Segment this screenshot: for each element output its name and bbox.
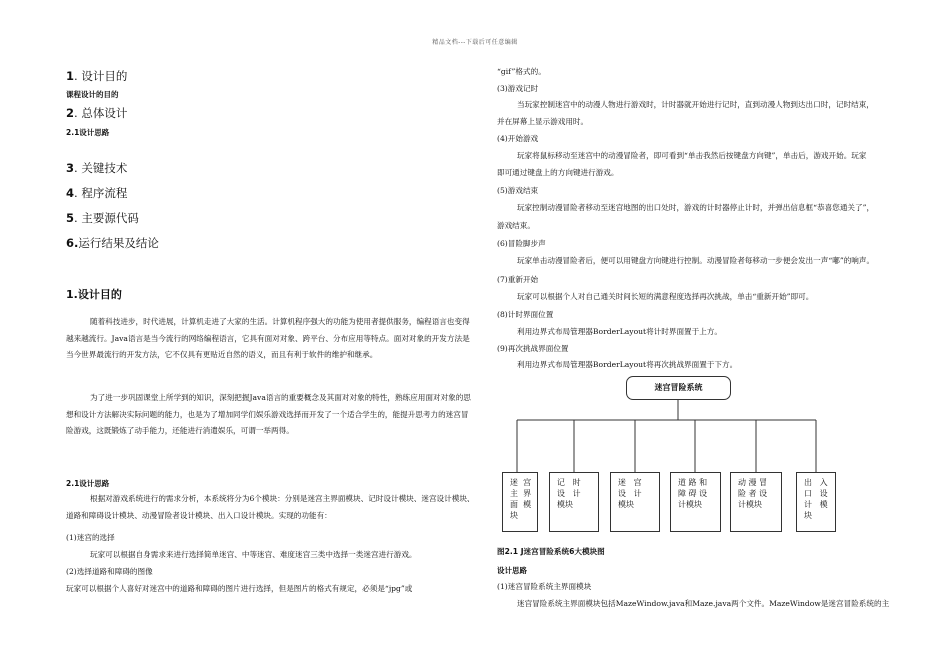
- item-4-line-1: 玩家将鼠标移动至迷宫中的动漫冒险者，即可看到“单击我然后按键盘方向键”，单击后，游戏开始。玩家: [517, 151, 867, 160]
- design-idea-heading: 设计思路: [497, 566, 527, 575]
- item-9-line-1: 利用边界式布局管理器BorderLayout将再次挑战界面置于下方。: [517, 360, 738, 369]
- figure-caption: 图2.1 J迷宫冒险系统6大模块图: [497, 547, 605, 556]
- toc-item-1[interactable]: 1. 设计目的: [66, 69, 128, 83]
- toc-item-5[interactable]: 5. 主要源代码: [66, 211, 139, 225]
- toc-num: 6.: [66, 236, 79, 250]
- item-8-line-1: 利用边界式布局管理器BorderLayout将计时界面置于上方。: [517, 327, 723, 336]
- module-diagram: [497, 368, 907, 548]
- toc-num: 5: [66, 211, 75, 225]
- subsection-1-line-1: 迷宫冒险系统主界面模块包括MazeWindow.java和Maze.java两个文件。MazeWindow是迷宫冒险系统的主: [517, 599, 890, 608]
- item-5-title: (5)游戏结束: [497, 186, 539, 195]
- toc-item-2[interactable]: 2. 总体设计: [66, 106, 128, 120]
- toc-item-6[interactable]: 6.运行结果及结论: [66, 236, 159, 250]
- item-2-text: 玩家可以根据个人喜好对迷宫中的道路和障碍的图片进行选择，但是图片的格式有规定，必须是“jpg”或: [66, 584, 413, 593]
- module-node: 动 漫 冒 险 者 设 计模块: [730, 472, 782, 532]
- item-4-title: (4)开始游戏: [497, 134, 539, 143]
- toc-subitem[interactable]: 2.1设计思路: [66, 128, 110, 137]
- toc-num: 1: [66, 69, 75, 83]
- item-8-title: (8)计时界面位置: [497, 310, 554, 319]
- page-header: 精品文档---下载后可任意编辑: [432, 39, 518, 46]
- item-6-title: (6)冒险脚步声: [497, 239, 546, 248]
- module-node: 记 时 设 计 模块: [549, 472, 599, 532]
- item-3-line-1: 当玩家控制迷宫中的动漫人物进行游戏时，计时器就开始进行记时，直到动漫人物到达出口时，记时结束，: [517, 100, 874, 109]
- module-node: 出 入 口 设 计 模 块: [796, 472, 836, 532]
- toc-num: 3: [66, 161, 75, 175]
- diagram-root-node: 迷宫冒险系统: [626, 376, 731, 400]
- section-heading-2-1: 2.1设计思路: [66, 479, 110, 488]
- section-heading-1: 1.设计目的: [66, 288, 122, 301]
- item-3-title: (3)游戏记时: [497, 84, 539, 93]
- continued-text: “gif”格式的。: [497, 67, 546, 76]
- module-node: 道 路 和 障 碍 设 计模块: [670, 472, 721, 532]
- toc-num: 4: [66, 186, 75, 200]
- module-node: 迷 宫 设 计 模块: [610, 472, 660, 532]
- section21-paragraph: 根据对游戏系统进行的需求分析，本系统将分为6个模块：分别是迷宫主界面模块、记时设计模块、迷宫设计模块、道路和障碍设计模块、动漫冒险者设计模块、出入口设计模块。实现的功能有：: [66, 494, 475, 520]
- subsection-1-title: (1)迷宫冒险系统主界面模块: [497, 582, 592, 591]
- toc-item-4[interactable]: 4. 程序流程: [66, 186, 128, 200]
- item-6-line-1: 玩家单击动漫冒险者后，便可以用键盘方向键进行控制。动漫冒险者每移动一步便会发出一声“嘟”的响声。: [517, 256, 875, 265]
- item-1-title: (1)迷宫的选择: [66, 533, 115, 542]
- item-5-line-1: 玩家控制动漫冒险者移动至迷宫地图的出口处时，游戏的计时器停止计时，并弹出信息框“恭喜您通关了”，: [517, 203, 875, 212]
- toc-item-3[interactable]: 3. 关键技术: [66, 161, 128, 175]
- item-2-title: (2)选择道路和障碍的图像: [66, 567, 153, 576]
- section1-paragraph-2: 为了进一步巩固课堂上所学到的知识，深刻把握Java语言的重要概念及其面对对象的特性，熟练应用面对对象的思想和设计方法解决实际问题的能力，也是为了增加同学们娱乐游戏选择而开发了一个适合学生的，能提升思考力的迷宫冒险游戏，这既锻炼了动手能力，还能进行消遣娱乐，可谓一举两得。: [66, 393, 471, 435]
- section1-paragraph-1: 随着科技进步，时代进展，计算机走进了大家的生活。计算机程序强大的功能为使用者提供服务，编程语言也变得越来越流行。Java语言是当今流行的网络编程语言，它具有面对对象、跨平台、分布应用等特点。面对对象的开发方法是当今世界最流行的开发方法，它不仅具有更贴近自然的语义，而且有利于软件的维护和继承。: [66, 317, 470, 359]
- item-7-title: (7)重新开始: [497, 275, 539, 284]
- item-9-title: (9)再次挑战界面位置: [497, 344, 569, 353]
- item-3-line-2: 并在屏幕上显示游戏用时。: [497, 117, 589, 126]
- item-5-line-2: 游戏结束。: [497, 221, 535, 230]
- item-7-line-1: 玩家可以根据个人对自己通关时间长短的满意程度选择再次挑战，单击“重新开始”即可。: [517, 292, 814, 301]
- module-node: 迷 宫 主 界 面 模 块: [502, 472, 538, 532]
- toc-num: 2: [66, 106, 75, 120]
- item-4-line-2: 即可通过键盘上的方向键进行游戏。: [497, 168, 619, 177]
- toc-subitem[interactable]: 课程设计的目的: [66, 90, 119, 99]
- item-1-text: 玩家可以根据自身需求来进行选择简单迷宫、中等迷宫、难度迷宫三类中选择一类迷宫进行游戏。: [90, 550, 417, 559]
